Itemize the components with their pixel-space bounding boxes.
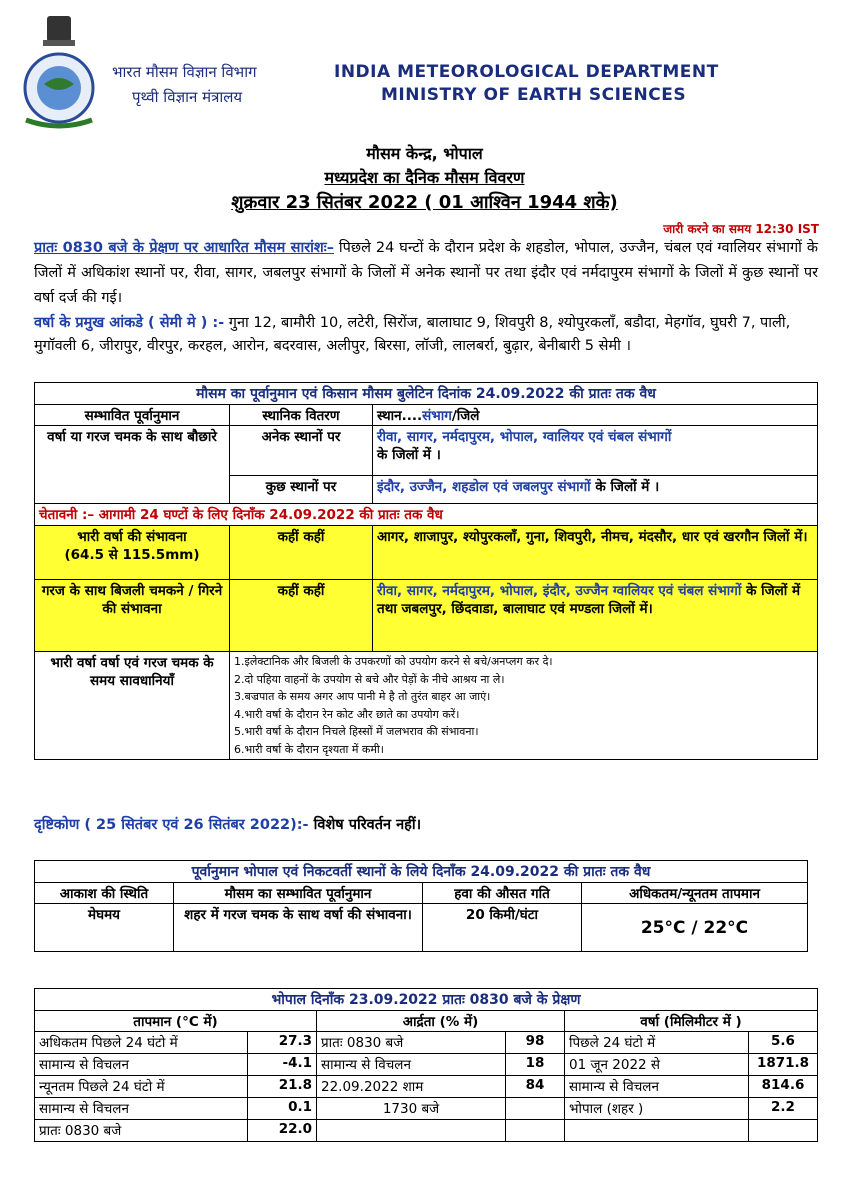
hindi-dept-name: भारत मौसम विज्ञान विभाग [112, 63, 257, 81]
hum-value: 98 [506, 1032, 565, 1054]
precaution-item: 6.भारी वर्षा के दौरान दृश्यता में कमी। [234, 742, 384, 756]
weather-value: शहर में गरज चमक के साथ वर्षा की संभावना। [174, 904, 423, 952]
bhopal-forecast-title: पूर्वानुमान भोपाल एवं निकटवर्ती स्थानों के लिये दिनाँक 24.09.2022 की प्रातः तक वैध [35, 861, 808, 883]
observations-title: भोपाल दिनाँक 23.09.2022 प्रातः 0830 बजे के प्रेक्षण [35, 989, 818, 1011]
english-ministry-name: MINISTRY OF EARTH SCIENCES [381, 85, 687, 105]
temp-label: प्रातः 0830 बजे [35, 1120, 248, 1142]
bhopal-forecast-table [34, 860, 808, 952]
rain-label: भोपाल (शहर ) [565, 1098, 749, 1120]
temp-value: 27.3 [248, 1032, 317, 1054]
issue-time: जारी करने का समय 12:30 IST [663, 222, 819, 236]
rain-value: 5.6 [749, 1032, 818, 1054]
centre-title: मौसम केन्द्र, भोपाल [366, 144, 483, 163]
warning1-dist: कहीं कहीं [230, 526, 373, 580]
row1-label: वर्षा या गरज चमक के साथ बौछारे [35, 426, 230, 504]
forecast-table [34, 382, 818, 760]
hindi-ministry-name: पृथ्वी विज्ञान मंत्रालय [132, 88, 243, 106]
temp-value: 0.1 [248, 1098, 317, 1120]
wind-value: 20 किमी/घंटा [423, 904, 582, 952]
precaution-item: 2.दो पहिया वाहनों के उपयोग से बचे और पेड़ों के नीचे आश्रय ना ले। [234, 672, 505, 686]
temp-value: 25°C / 22°C [582, 904, 808, 952]
temp-label: अधिकतम पिछले 24 घंटो में [35, 1032, 248, 1054]
rainfall-data [34, 312, 818, 358]
temp-value: -4.1 [248, 1054, 317, 1076]
report-date: शुक्रवार 23 सितंबर 2022 ( 01 आश्विन 1944 शके) [231, 192, 618, 213]
hum-value: 18 [506, 1054, 565, 1076]
row1-places: रीवा, सागर, नर्मदापुरम, भोपाल, ग्वालियर एवं चंबल संभागों के जिलों में । [373, 426, 818, 476]
outlook-heading: दृष्टिकोण ( 25 सितंबर एवं 26 सितंबर 2022):- [34, 817, 309, 833]
hdr-rainfall: वर्षा (मिलिमीटर में ) [565, 1011, 818, 1032]
empty-cell [506, 1120, 565, 1142]
report-title: मध्यप्रदेश का दैनिक मौसम विवरण [324, 168, 525, 187]
col-distribution: स्थानिक वितरण [230, 405, 373, 426]
observations-table [34, 988, 818, 1142]
precaution-item: 3.बज्रपात के समय अगर आप पानी मे है तो तुरंत बाहर आ जाएं। [234, 690, 491, 703]
warning2-places: रीवा, सागर, नर्मदापुरम, भोपाल, इंदौर, उज्जैन ग्वालियर एवं चंबल संभागों के जिलों में तथा जबलपुर, छिंदवाडा, बालाघाट एवं मण्डला जिलों में। [373, 580, 818, 652]
hum-label: सामान्य से विचलन [317, 1054, 506, 1076]
precaution-item: 1.इलेक्टानिक और बिजली के उपकरणों को उपयोग करने से बचे/अनप्लग कर दे। [234, 655, 553, 668]
empty-cell [317, 1120, 506, 1142]
col-forecast: सम्भावित पूर्वानुमान [35, 405, 230, 426]
warning1-places: आगर, शाजापुर, श्योपुरकलॉं, गुना, शिवपुरी, नीमच, मंदसौर, धार एवं खरगौन जिलों में। [373, 526, 818, 580]
rain-label: पिछले 24 घंटो में [565, 1032, 749, 1054]
warning2-dist: कहीं कहीं [230, 580, 373, 652]
hdr-weather: मौसम का सम्भावित पूर्वानुमान [174, 883, 423, 904]
hdr-sky: आकाश की स्थिति [35, 883, 174, 904]
rainfall-text: गुना 12, बामौरी 10, लटेरी, सिरोंज, बालाघाट 9, शिवपुरी 8, श्योपुरकलाँ, बडौदा, मेहगॉव, घुघरी 7, पाली, मुगॉवली 6, जीरापुर, वीरपुर, करहल, आरोन, बदरवास, अलीपुर, बिरसा, लॉजी, लालबर्रा, बुढ़ार, बेनीबारी 5 सेमी । [34, 315, 791, 354]
hum-label: प्रातः 0830 बजे [317, 1032, 506, 1054]
temp-value: 22.0 [248, 1120, 317, 1142]
precaution-list [230, 652, 818, 760]
weather-summary [34, 236, 818, 311]
hum-label: 22.09.2022 शाम [317, 1076, 506, 1098]
temp-label: सामान्य से विचलन [35, 1054, 248, 1076]
row2-places: इंदौर, उज्जैन, शहडोल एवं जबलपुर संभागों के जिलों में । [373, 476, 818, 504]
hum-value [506, 1098, 565, 1120]
precaution-item: 4.भारी वर्षा के दौरान रेन कोट और छाते का उपयोग करें। [234, 707, 460, 721]
temp-label: सामान्य से विचलन [35, 1098, 248, 1120]
warning-title: चेतावनी :– आगामी 24 घण्टों के लिए दिनाँक 24.09.2022 की प्रातः तक वैध [35, 504, 818, 526]
rain-value: 2.2 [749, 1098, 818, 1120]
precaution-item: 5.भारी वर्षा के दौरान निचले हिस्सों में जलभराव की संभावना। [234, 725, 479, 738]
summary-text: पिछले 24 घन्टों के दौरान प्रदेश के शहडोल, भोपाल, उज्जैन, चंबल एवं ग्वालियर संभागों के जिलों में अधिकांश स्थानों पर, रीवा, सागर, जबलपुर संभागों के जिलों में अनेक स्थानों पर तथा इंदौर एवं नर्मदापुरम संभागों के जिलों में कुछ स्थानों पर वर्षा दर्ज की गई। [34, 240, 818, 306]
hdr-temp: अधिकतम/न्यूनतम तापमान [582, 883, 808, 904]
empty-cell [565, 1120, 749, 1142]
hdr-wind: हवा की औसत गति [423, 883, 582, 904]
sky-value: मेघमय [35, 904, 174, 952]
hdr-temperature: तापमान (°C में) [35, 1011, 317, 1032]
rain-value: 1871.8 [749, 1054, 818, 1076]
rain-label: सामान्य से विचलन [565, 1076, 749, 1098]
warning1-label: भारी वर्षा की संभावना (64.5 से 115.5mm) [35, 526, 230, 580]
english-dept-name: INDIA METEOROLOGICAL DEPARTMENT [334, 62, 719, 82]
col-places: स्थान....संभाग/जिले [373, 405, 818, 426]
empty-cell [749, 1120, 818, 1142]
summary-heading: प्रातः 0830 बजे के प्रेक्षण पर आधारित मौसम सारांशः– [34, 240, 334, 256]
warning2-label: गरज के साथ बिजली चमकने / गिरने की संभावना [35, 580, 230, 652]
hum-label: 1730 बजे [317, 1098, 506, 1120]
rainfall-heading: वर्षा के प्रमुख आंकडे ( सेमी मे ) :- [34, 315, 225, 331]
row2-dist: कुछ स्थानों पर [230, 476, 373, 504]
rain-value: 814.6 [749, 1076, 818, 1098]
temp-value: 21.8 [248, 1076, 317, 1098]
hum-value: 84 [506, 1076, 565, 1098]
rain-label: 01 जून 2022 से [565, 1054, 749, 1076]
temp-label: न्यूनतम पिछले 24 घंटो में [35, 1076, 248, 1098]
outlook [34, 814, 421, 834]
precaution-label: भारी वर्षा वर्षा एवं गरज चमक के समय सावधानियॉं [35, 652, 230, 760]
forecast-title: मौसम का पूर्वानुमान एवं किसान मौसम बुलेटिन दिनांक 24.09.2022 की प्रातः तक वैध [35, 383, 818, 405]
imd-emblem [18, 10, 100, 134]
row1-dist: अनेक स्थानों पर [230, 426, 373, 476]
outlook-text: विशेष परिवर्तन नहीं। [308, 817, 422, 833]
hdr-humidity: आर्द्रता (% में) [317, 1011, 565, 1032]
